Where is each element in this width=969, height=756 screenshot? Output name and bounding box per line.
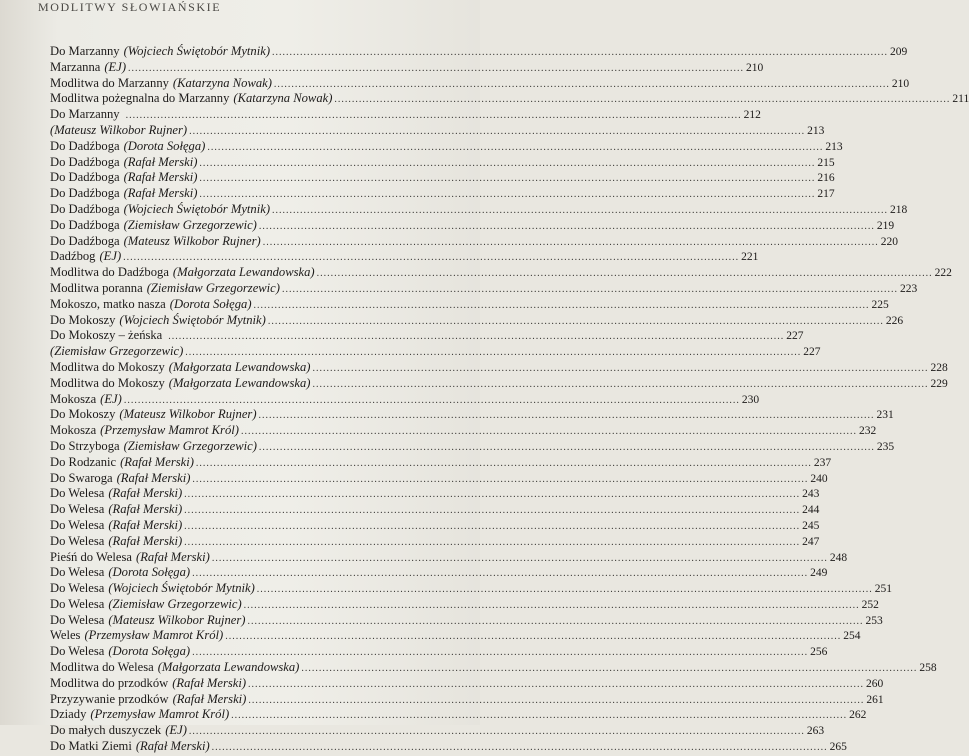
entry-title: Modlitwa pożegnalna do Marzanny xyxy=(50,91,230,106)
entry-page-number: 263 xyxy=(806,725,825,738)
entry-title: Do Welesa xyxy=(50,644,105,659)
entry-title: Do Dadźboga xyxy=(50,186,120,201)
entry-author: (Ziemisław Grzegorzewic) xyxy=(123,438,257,453)
dot-leader xyxy=(263,235,879,251)
dot-leader xyxy=(212,551,828,567)
entry-page-number: 218 xyxy=(890,203,908,216)
entry-title: Do Marzanny xyxy=(50,44,120,58)
entry-author: (Małgorzata Lewandowska) xyxy=(168,359,311,374)
entry-title: Modlitwa do Mokoszy xyxy=(50,375,165,390)
toc-entry xyxy=(50,91,969,107)
toc-entry xyxy=(50,549,848,566)
dot-leader xyxy=(192,645,808,661)
entry-author: (Rafał Merski) xyxy=(108,533,183,548)
entry-title: Modlitwa do Marzanny xyxy=(50,75,169,90)
dot-leader xyxy=(268,314,884,330)
entry-title: Do Welesa xyxy=(50,502,105,517)
dot-leader xyxy=(274,77,890,93)
entry-author: (Rafał Merski) xyxy=(116,470,191,485)
entry-author: (Rafał Merski) xyxy=(120,454,194,469)
toc-entry xyxy=(50,454,832,471)
entry-title: Do Mokoszy – żeńska xyxy=(50,328,163,343)
toc-entry xyxy=(50,517,820,534)
dot-leader xyxy=(241,424,857,440)
dot-leader xyxy=(196,456,812,472)
dot-leader xyxy=(184,487,800,503)
dot-leader xyxy=(126,108,742,124)
toc-entry xyxy=(50,581,893,597)
entry-page-number: 210 xyxy=(891,77,910,90)
toc-entry xyxy=(50,407,894,423)
dot-leader xyxy=(199,171,815,187)
entry-author: (EJ) xyxy=(100,391,122,406)
entry-page-number: 209 xyxy=(890,46,908,58)
table-of-contents xyxy=(50,44,969,755)
toc-entry xyxy=(50,44,908,60)
toc-entry xyxy=(50,186,835,202)
toc-entry xyxy=(50,423,877,439)
entry-title: Do Dadźboga xyxy=(50,154,120,169)
entry-page-number: 252 xyxy=(861,598,879,611)
toc-entry xyxy=(50,138,843,155)
toc-entry xyxy=(50,280,918,297)
entry-author: (Rafał Merski) xyxy=(135,739,210,754)
dot-leader xyxy=(192,566,808,582)
toc-entry xyxy=(50,328,804,344)
toc-entry xyxy=(50,296,889,313)
toc-entry xyxy=(50,312,904,329)
entry-author: (Rafał Merski) xyxy=(108,502,183,517)
dot-leader xyxy=(124,393,740,409)
dot-leader xyxy=(128,61,744,77)
entry-author: (Przemysław Mamrot Król) xyxy=(90,707,230,722)
entry-author: (Katarzyna Nowak) xyxy=(233,91,333,106)
entry-page-number: 251 xyxy=(874,583,893,596)
entry-author: (Małgorzata Lewandowska) xyxy=(157,660,300,675)
toc-entry xyxy=(50,265,952,281)
entry-page-number: 216 xyxy=(817,172,835,185)
dot-leader xyxy=(244,598,860,614)
entry-title: Dziady xyxy=(50,707,87,722)
toc-entry xyxy=(50,660,937,676)
entry-author: (Wojciech Świętobór Mytnik) xyxy=(119,312,266,327)
toc-entry xyxy=(50,628,861,644)
entry-author: (Rafał Merski) xyxy=(123,154,198,169)
entry-page-number: 245 xyxy=(802,519,820,532)
entry-author: (Rafał Merski) xyxy=(136,549,210,564)
dot-leader xyxy=(282,282,898,298)
entry-page-number: 215 xyxy=(817,156,835,169)
entry-page-number: 213 xyxy=(825,140,843,153)
entry-title: Modlitwa do Dadźboga xyxy=(50,265,169,280)
entry-author: (Dorota Sołęga) xyxy=(108,565,191,580)
entry-page-number: 219 xyxy=(876,219,895,232)
toc-entry xyxy=(50,470,828,487)
entry-page-number: 237 xyxy=(813,456,832,469)
dot-leader xyxy=(212,740,828,756)
entry-author: (EJ) xyxy=(99,249,122,264)
dot-leader xyxy=(312,377,928,393)
entry-page-number: 212 xyxy=(743,109,761,122)
entry-page-number: 226 xyxy=(885,314,904,327)
entry-page-number: 217 xyxy=(817,188,835,201)
entry-title: Mokosza xyxy=(50,423,97,438)
entry-title: Do małych duszyczek xyxy=(50,723,162,738)
entry-title: Do Welesa xyxy=(50,533,105,548)
toc-entry xyxy=(50,154,835,171)
toc-entry xyxy=(50,707,867,723)
dot-leader xyxy=(248,693,864,709)
entry-title: Do Dadźboga xyxy=(50,233,120,248)
entry-page-number: 244 xyxy=(802,504,820,517)
entry-title: Pieśń do Welesa xyxy=(50,549,133,564)
entry-page-number: 260 xyxy=(866,677,884,690)
entry-author: (Rafał Merski) xyxy=(123,170,198,185)
entry-author: (Mateusz Wilkobor Rujner) xyxy=(108,612,246,627)
toc-entry xyxy=(50,122,825,139)
entry-title: Do Dadźboga xyxy=(50,201,120,216)
dot-leader xyxy=(123,250,739,266)
toc-entry xyxy=(50,217,895,234)
entry-page-number: 220 xyxy=(880,235,898,248)
dot-leader xyxy=(192,472,808,488)
entry-title: Do Rodzanic xyxy=(50,454,117,469)
entry-author: (Ziemisław Grzegorzewic) xyxy=(146,280,280,295)
dot-leader xyxy=(301,661,917,677)
entry-author: (EJ) xyxy=(165,723,187,738)
toc-entry xyxy=(50,675,884,692)
entry-page-number: 261 xyxy=(866,693,884,706)
entry-author: (Małgorzata Lewandowska) xyxy=(172,265,315,280)
dot-leader xyxy=(184,519,800,535)
entry-author: (Rafał Merski) xyxy=(172,691,247,706)
dot-leader xyxy=(257,582,873,598)
entry-author: (Małgorzata Lewandowska) xyxy=(168,375,311,390)
entry-page-number: 225 xyxy=(871,298,889,311)
toc-entry xyxy=(50,739,847,755)
entry-author: (Przemysław Mamrot Król) xyxy=(84,628,224,643)
entry-title: Modlitwa do Mokoszy xyxy=(50,359,165,374)
entry-title: Do Dadźboga xyxy=(50,217,120,232)
entry-page-number: 227 xyxy=(803,346,821,359)
toc-entry xyxy=(50,533,820,550)
dot-leader xyxy=(207,140,823,156)
entry-page-number: 222 xyxy=(934,267,952,280)
entry-title: Modlitwa do Welesa xyxy=(50,660,154,675)
dot-leader xyxy=(189,124,805,140)
toc-entry xyxy=(50,107,761,123)
entry-title: Modlitwa poranna xyxy=(50,280,143,295)
toc-entry xyxy=(50,359,948,376)
entry-page-number: 240 xyxy=(810,472,828,485)
entry-page-number: 227 xyxy=(786,330,804,343)
entry-title: Do Dadźboga xyxy=(50,138,120,153)
entry-title: Do Welesa xyxy=(50,565,105,580)
entry-page-number: 249 xyxy=(810,567,828,580)
dot-leader xyxy=(185,345,801,361)
entry-page-number: 210 xyxy=(746,61,764,74)
entry-title: Do Welesa xyxy=(50,612,105,627)
entry-author: (Wojciech Świętobór Mytnik) xyxy=(123,201,271,216)
entry-author: (EJ) xyxy=(104,59,127,74)
entry-page-number: 256 xyxy=(810,646,828,659)
entry-page-number: 254 xyxy=(843,630,861,643)
entry-title: Marzanna xyxy=(50,59,101,74)
dot-leader xyxy=(184,535,800,551)
dot-leader xyxy=(272,45,888,61)
entry-page-number: 247 xyxy=(802,535,820,548)
entry-page-number: 228 xyxy=(930,361,948,374)
entry-title: Do Mokoszy xyxy=(50,312,116,327)
entry-author: (Wojciech Świętobór Mytnik) xyxy=(108,581,255,596)
entry-author: (Ziemisław Grzegorzewic) xyxy=(108,596,242,611)
toc-entry xyxy=(50,596,879,613)
entry-page-number: 223 xyxy=(899,282,918,295)
entry-title: Do Strzyboga xyxy=(50,438,120,453)
entry-title: Modlitwa do przodków xyxy=(50,675,169,690)
toc-entry xyxy=(50,644,828,660)
dot-leader xyxy=(225,629,841,645)
toc-entry xyxy=(50,233,898,250)
entry-author: (Rafał Merski) xyxy=(172,675,247,690)
dot-leader xyxy=(184,503,800,519)
dot-leader xyxy=(189,724,805,740)
dot-leader xyxy=(248,677,864,693)
toc-entry xyxy=(50,691,884,708)
entry-author: (Mateusz Wilkobor Rujner) xyxy=(123,233,261,248)
entry-page-number: 211 xyxy=(952,93,969,106)
dot-leader xyxy=(199,187,815,203)
entry-page-number: 229 xyxy=(930,377,948,390)
toc-entry xyxy=(50,375,948,392)
toc-entry xyxy=(50,438,895,455)
dot-leader xyxy=(247,614,863,630)
dot-leader xyxy=(334,92,950,108)
entry-author: (Przemysław Mamrot Król) xyxy=(100,423,239,438)
entry-title: Mokoszo, matko nasza xyxy=(50,296,166,311)
entry-author: (Dorota Sołęga) xyxy=(169,296,252,311)
toc-entry xyxy=(50,502,820,518)
toc-entry xyxy=(50,249,759,265)
entry-page-number: 265 xyxy=(829,741,847,754)
toc-entry xyxy=(50,344,821,360)
dot-leader xyxy=(259,219,875,235)
entry-title: Dadźbog xyxy=(50,249,96,264)
entry-author: (Mateusz Wilkobor Rujner) xyxy=(50,122,188,137)
entry-author: (Ziemisław Grzegorzewic) xyxy=(123,217,257,232)
entry-page-number: 213 xyxy=(807,124,825,137)
entry-author: (Katarzyna Nowak) xyxy=(172,75,272,90)
entry-title: Do Welesa xyxy=(50,581,105,596)
dot-leader xyxy=(254,298,870,314)
entry-page-number: 243 xyxy=(802,488,820,501)
entry-author: (Dorota Sołęga) xyxy=(108,644,191,659)
entry-title: Przyzywanie przodków xyxy=(50,691,169,706)
entry-author: (Mateusz Wilkobor Rujner) xyxy=(119,407,257,422)
toc-entry xyxy=(50,565,828,581)
toc-entry xyxy=(50,59,764,76)
entry-author: (Rafał Merski) xyxy=(108,517,183,532)
dot-leader xyxy=(231,708,847,724)
entry-author: (Rafał Merski) xyxy=(123,186,198,201)
dot-leader xyxy=(317,266,933,282)
entry-author: (Dorota Sołęga) xyxy=(123,138,206,153)
entry-page-number: 231 xyxy=(876,409,894,422)
entry-title: Do Marzanny xyxy=(50,107,120,122)
entry-page-number: 232 xyxy=(858,425,877,438)
entry-title: Do Welesa xyxy=(50,517,105,532)
toc-entry xyxy=(50,201,908,218)
entry-page-number: 230 xyxy=(741,393,760,406)
dot-leader xyxy=(259,408,875,424)
entry-page-number: 262 xyxy=(849,709,867,722)
entry-title: Mokosza xyxy=(50,391,97,406)
entry-title: Do Dadźboga xyxy=(50,170,120,185)
entry-author: (Rafał Merski) xyxy=(108,486,183,501)
toc-entry xyxy=(50,723,825,739)
entry-page-number: 221 xyxy=(741,251,759,264)
entry-title: Do Matki Ziemi xyxy=(50,739,132,754)
entry-title: Weles xyxy=(50,628,81,643)
dot-leader xyxy=(272,203,888,219)
entry-title: Do Mokoszy xyxy=(50,407,116,422)
running-head: MODLITWY SŁOWIAŃSKIE xyxy=(38,0,222,14)
entry-title: Do Swaroga xyxy=(50,470,113,485)
entry-page-number: 248 xyxy=(829,551,848,564)
entry-title: Do Welesa xyxy=(50,486,105,501)
toc-entry xyxy=(50,486,820,502)
entry-page-number: 253 xyxy=(865,614,883,627)
dot-leader xyxy=(168,329,784,345)
toc-entry xyxy=(50,391,760,408)
dot-leader xyxy=(199,156,815,172)
entry-author: (Wojciech Świętobór Mytnik) xyxy=(123,44,271,58)
toc-entry xyxy=(50,170,835,186)
dot-leader xyxy=(259,440,875,456)
entry-page-number: 258 xyxy=(919,662,937,675)
entry-title: Do Welesa xyxy=(50,596,105,611)
toc-entry xyxy=(50,75,910,92)
entry-author: (Ziemisław Grzegorzewic) xyxy=(50,344,184,359)
dot-leader xyxy=(312,361,928,377)
toc-entry xyxy=(50,612,883,629)
entry-page-number: 235 xyxy=(876,440,895,453)
